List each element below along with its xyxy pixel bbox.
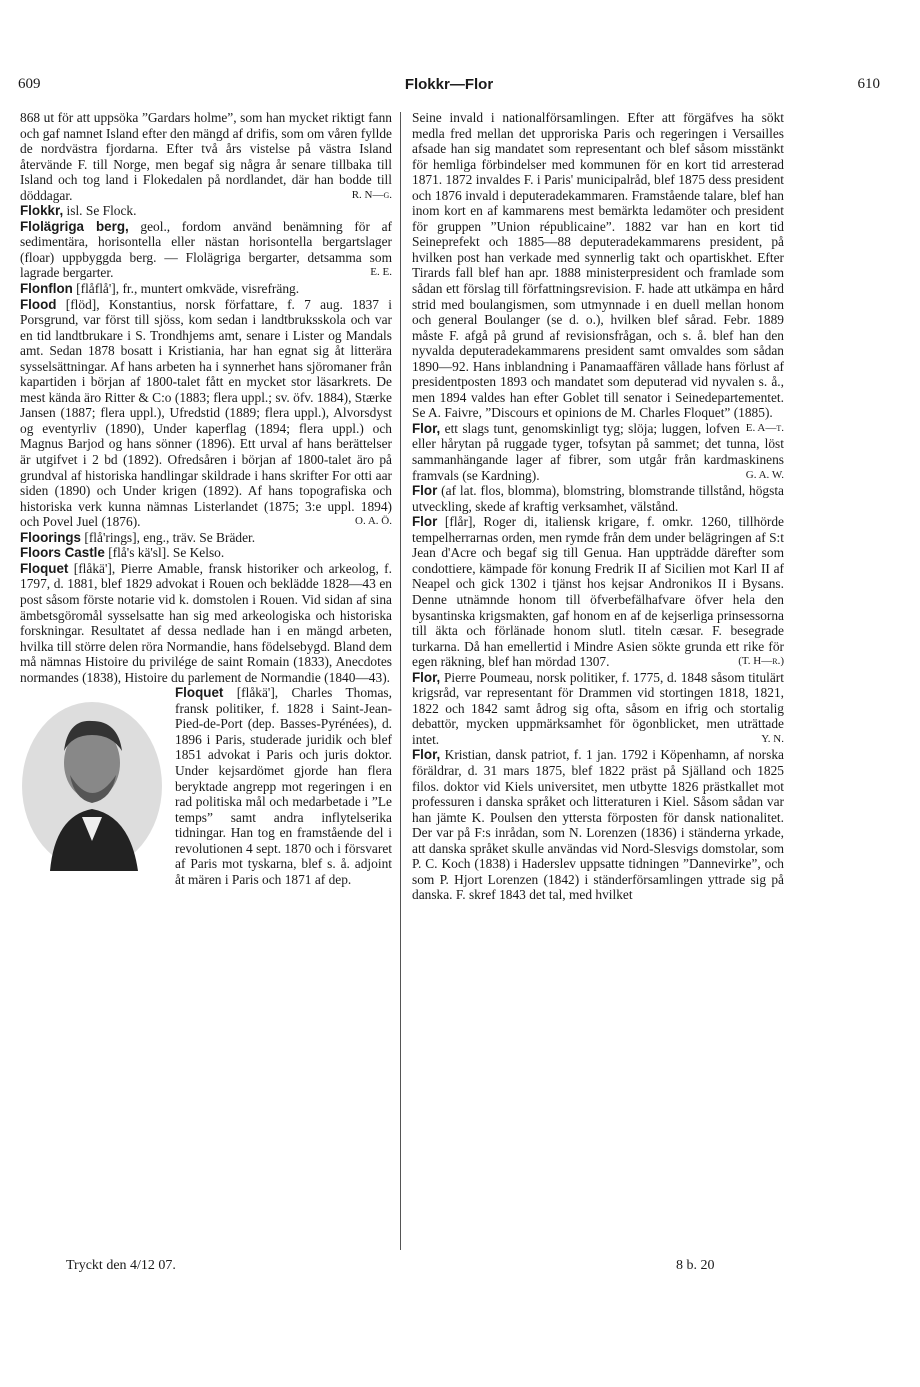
entry-text: isl. Se Flock. [66, 203, 137, 219]
entry-text: [flåflå'], fr., muntert omkväde, visrefräng. [76, 281, 300, 297]
article-entry [20, 281, 392, 297]
article-entry [20, 219, 392, 281]
entry-text: [flåkä'], Pierre Amable, fransk historiker och arkeolog, f. 1797, d. 1881, blef 1829 advokat i Rouen och beklädde 1828—43 en post såsom förste notarie vid k. domstolen i Rouen. Vid sidan af sina ämbetsgöromål sysselsatte han sig med arkeologiska och historiska forskningar. Resultatet af dessa nedlade han i en mängd arbeten, hvilka till större delen röra Normandie, hans födelsebygd. Bland dem må nämnas Histoire du privilége de saint Romain (1833), Anecdotes normandes (1838), Histoire du parlement de Normandie (1840—43). [20, 560, 392, 685]
entry-text: Pierre Poumeau, norsk politiker, f. 1775, d. 1848 såsom titulärt krigsråd, var representant för Drammen vid stortingen 1818, 1821, 1822 och 1842 samt ådrog sig ofta, såsom en ifrig och stortalig debattör, mycken uppmärksamhet för ögonblicket, men uträttade intet. [412, 669, 784, 747]
entry-text: [flåkä'], Charles Thomas, fransk politiker, f. 1828 i Saint-Jean-Pied-de-Port (dep. Basses-Pyrénées), d. 1896 i Paris, studerade juridik och blef 1851 advokat i Paris och juris doktor. Under kejsardömet gjorde han flera beryktade angrepp mot regeringen i en rad politiska mål och medarbetade i ”Le temps” samt andra inflytelserika tidningar. Han tog en framstående del i revolutionen 4 sept. 1870 och i försvaret af Paris mot tyskarna, blef s. å. adjoint åt mären i Paris och 1871 af dep. [175, 685, 392, 887]
page-number-right: 610 [857, 76, 880, 92]
article-entry [20, 203, 392, 219]
page-header [18, 76, 880, 96]
page-number-left: 609 [18, 76, 41, 92]
column-divider [400, 112, 401, 1250]
entry-headword: Floquet [20, 560, 69, 576]
entry-headword: Floors Castle [20, 545, 105, 561]
author-signature: (T. H—r.) [738, 655, 784, 668]
entry-headword: Flor [412, 514, 438, 530]
article-entry [20, 685, 392, 887]
article-entry [412, 747, 784, 902]
entry-headword: Flolägriga berg, [20, 218, 129, 234]
article-entry [20, 530, 392, 546]
running-title: Flokkr—Flor [404, 76, 494, 93]
article-entry [412, 421, 784, 483]
author-signature: O. A. Ö. [355, 515, 392, 528]
author-signature: E. A—t. [745, 421, 784, 434]
entry-text: Seine invald i nationalförsamlingen. Efter att förgäfves ha sökt medla fred mellan det upproriska Paris och regeringen i Versailles afsade han sig mandatet som representant och blef såsom misstänkt för hemliga förbindelser med kommunen för en kort tid arresterad 1871. 1872 invaldes F. i Paris' municipalråd, blef 1875 dess president och 1876 invald i deputeradekammaren. Framstående talare, blef han inom kort en af kammarens mest bemärkta ledamöter och president för gruppen ”Union républicaine”. 1882 var han en kort tid Seineprefekt och 1885—88 deputeradekammarens president, på hvilken post han verkade med synnerlig takt och opartiskhet. Efter Tirards fall blef han apr. 1888 ministerpresident och framlade som sådan ett förslag till författningsrevision. F. hade att utkämpa en hård strid med boulangismen, som utmynnade i en duell mellan honom och general Boulanger (se d. o.), hvilken blef sårad. Febr. 1889 måste F. afgå på grund af revisionsfrågan, och s. å. blef han den nyvalda deputeradekammarens president samt omvaldes som sådan 1890—92. Hans inblandning i Panamaaffären vållade hans förlust af presidentposten 1893 och mandatet som deputerad vid nyvalen s. å., men 1894 valdes han efter Goblet till senator i Seinedepartementet. Se A. Faivre, ”Discours et opinions de M. Charles Floquet” (1885). [412, 110, 784, 421]
portrait-engraving [20, 691, 165, 871]
entry-headword: Floquet [175, 685, 224, 701]
article-entry [412, 483, 784, 514]
entry-headword: Flor [412, 483, 438, 499]
entry-text: [flöd], Konstantius, norsk författare, f. 7 aug. 1837 i Porsgrund, var först till sjöss, kom sedan i landtbruksskola och var en tid landtbrukare i S. Trondhjems amt, senare i Lister og Mandals amt. Sedan 1878 bosatt i Kristiania, har han egnat sig åt litterära sysselsättningar. Af hans arbeten ha i synnerhet hans sjöromaner från kapartiden i början af 1800-talet fått en mycket stor läsarkrets. De mest kända äro Ritter & C:o (1883; flera uppl.; sv. öfv. 1884), Stærke Jansen (1887; flera uppl.), Ufredstid (1889; flera uppl.), Alvorsdyst og eventyrliv (1890), Under kaperflag (1894; flera uppl.) och Magnus Barjod og hans sönner (1896). Ett urval af hans berättelser är utgifvet i 2 bd (1892). Ofredsåren i början af 1800-talet äro på grundval af historiska handlingar skildrade i hans skrifter For otti aar siden (1890) och Under krigen (1892). Af hans topografiska och historiska verk kunna nämnas Listerlandet (1875; 3:e uppl. 1894) och Povel Juel (1876). [20, 296, 392, 530]
article-entry [20, 297, 392, 530]
entry-text: Kristian, dansk patriot, f. 1 jan. 1792 i Köpenhamn, af norska föräldrar, d. 31 mars 1875, blef 1822 präst på Själland och 1825 filos. doktor vid Kiels universitet, men utbytte 1826 prästkallet mot professuren i danska språket och litteraturen i Kiel. Såsom sådan var han jämte K. Poulsen den yttersta förposten för dansk nationalitet. Der var på F:s inrådan, som N. Lorenzen (1836) i ständerna yrkade, att danska språket skulle användas vid Nord-Slesvigs domstolar, som P. C. Koch (1838) i Haderslev uppsatte tidningen ”Dannevirke”, och som P. Hjort Lorenzen (1842) i ständerförsamlingen yttrade sig på danska. F. skref 1843 det tal, med hvilket [412, 747, 784, 903]
signature-mark: 8 b. 20 [676, 1258, 715, 1273]
article-entry [20, 545, 392, 561]
author-signature: R. N—g. [351, 188, 392, 201]
author-signature: Y. N. [761, 732, 784, 745]
entry-headword: Flood [20, 296, 57, 312]
entry-text: [flå'rings], eng., träv. Se Bräder. [84, 529, 256, 545]
article-entry [20, 561, 392, 685]
entry-text: ett slags tunt, genomskinligt tyg; slöja; luggen, lofven eller hårytan på ruggade tyger, tofsytan på sammet; det tunna, löst sammanhängande lager af fibrer, som utgår från kardmaskinens framvals (se Kardning). [412, 420, 784, 483]
print-date: Tryckt den 4/12 07. [66, 1258, 176, 1273]
entry-headword: Flor, [412, 669, 441, 685]
entry-text: (af lat. flos, blomma), blomstring, blomstrande tillstånd, högsta utveckling, skede af kraftig verksamhet, välstånd. [412, 483, 784, 514]
entry-text: [flå's kä'sl]. Se Kelso. [108, 545, 225, 561]
entry-text: 868 ut för att uppsöka ”Gardars holme”, som han mycket riktigt fann och gaf namnet Island efter den mängd af drifis, som om våren fyllde de nordvästra fjordarna. Efter två års vistelse på västra Island återvände F. till Norge, men begaf sig några år senare tillbaka till Island och tog land i Flokedalen på nordlandet, där han bodde till döddagar. [20, 110, 392, 203]
entry-headword: Flor, [412, 747, 441, 763]
entry-headword: Floorings [20, 529, 81, 545]
article-entry [412, 514, 784, 669]
entry-text: [flår], Roger di, italiensk krigare, f. omkr. 1260, tillhörde tempelherrarnas orden, men rymde från dem under belägringen af S:t Jean d'Acre och begaf sig till Genua. Han uppträdde därefter som condottiere, kämpade för konung Fredrik II af Sicilien mot Karl II af Neapel och gick 1302 i tjänst hos kejsar Andronikos II i Bysans. Denne utnämnde honom till öfverbefälhafvare öfver hela den bysantinska krigsmakten, gaf honom en af de kejserliga prinsessorna till äkta och förlänade honom slutl. titeln cæsar. F. besegrade turkarna. Då han emellertid i Mindre Asien sökte grunda ett rike för egen räkning, blef han mördad 1307. [412, 514, 784, 670]
entry-headword: Flonflon [20, 281, 73, 297]
left-column [20, 110, 392, 887]
entry-headword: Flokkr, [20, 203, 64, 219]
entry-headword: Flor, [412, 420, 441, 436]
author-signature: E. E. [370, 266, 392, 279]
article-entry [20, 110, 392, 203]
article-entry [412, 670, 784, 748]
author-signature: G. A. W. [745, 468, 784, 481]
entry-text: geol., fordom använd benämning för af sedimentära, horisontella eller nästan horisontella bergartslager (floar) uppbyggda berg. — Flolägriga bergarter, detsamma som lagrade bergarter. [20, 218, 392, 281]
right-column [412, 110, 784, 903]
